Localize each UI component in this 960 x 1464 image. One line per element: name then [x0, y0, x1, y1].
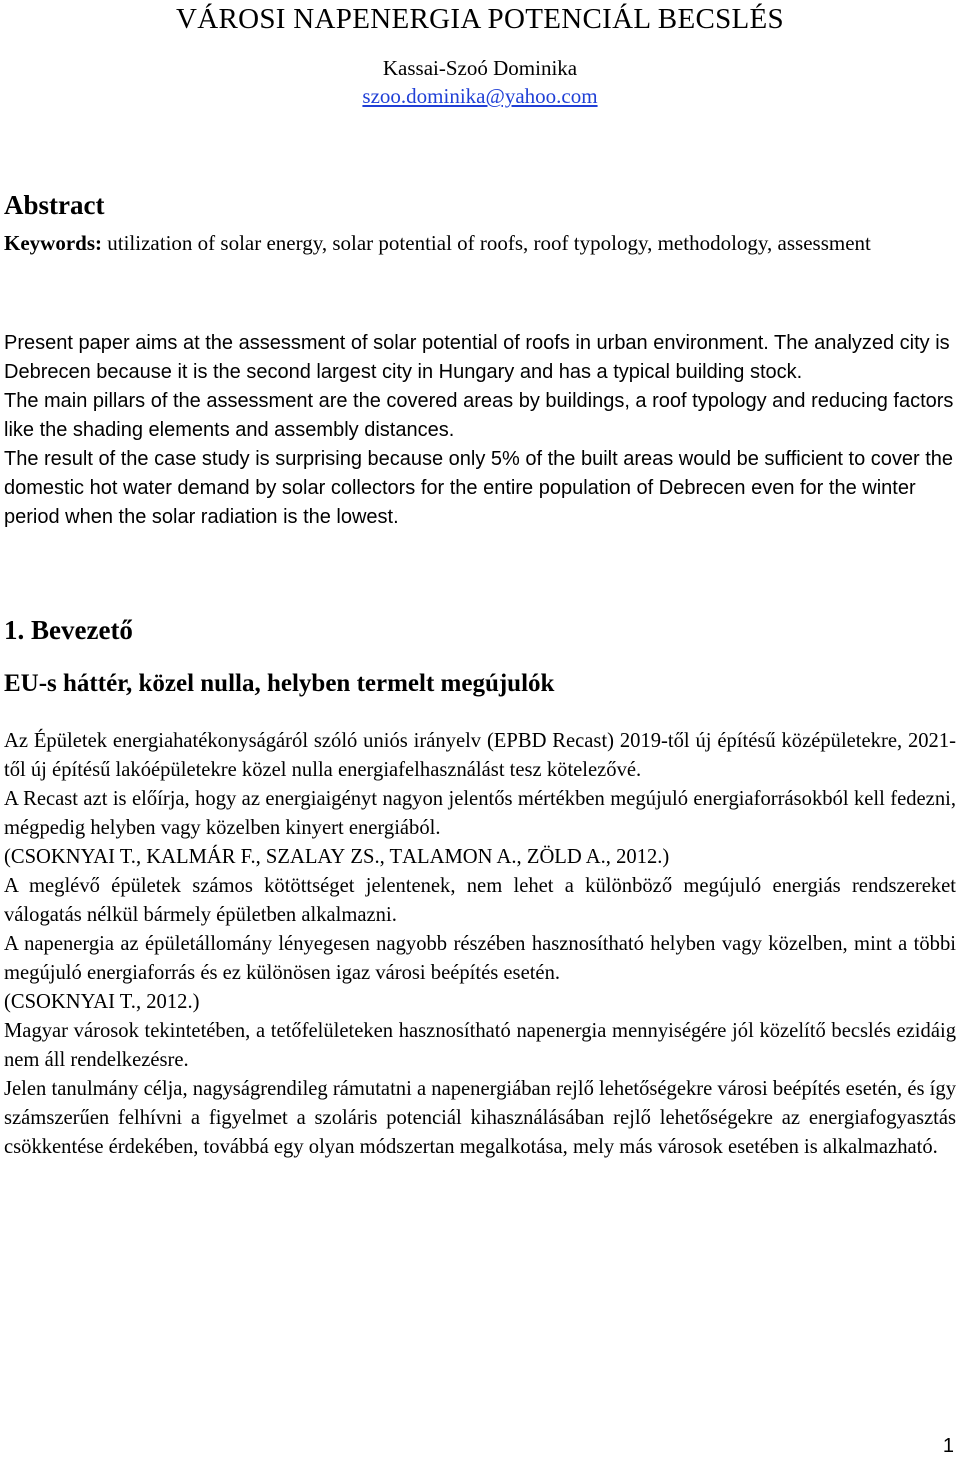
- section-heading: 1. Bevezető: [4, 615, 133, 645]
- abstract-heading: Abstract: [4, 190, 105, 220]
- body-paragraph: A meglévő épületek számos kötöttséget jelentenek, nem lehet a különböző megújuló energiás rendszereket válogatás nélkül bármely épületben alkalmazni.: [4, 875, 956, 926]
- citation: (CSOKNYAI T., 2012.): [4, 991, 200, 1013]
- abstract-paragraph: Present paper aims at the assessment of solar potential of roofs in urban environment. The analyzed city is Debrecen because it is the second largest city in Hungary and has a typical building stock.: [4, 332, 950, 383]
- email-link[interactable]: szoo.dominika@yahoo.com: [362, 84, 598, 108]
- page-number: 1: [942, 1435, 954, 1457]
- body-paragraph: Az Épületek energiahatékonyságáról szóló uniós irányelv (EPBD Recast) 2019-től új építésű középületekre, 2021-től új építésű lakóépületekre közel nulla energiafelhasználást tesz kötelezővé.: [4, 730, 956, 781]
- author-email: [0, 82, 960, 110]
- paper-title: VÁROSI NAPENERGIA POTENCIÁL BECSLÉS: [176, 3, 784, 35]
- citation: (CSOKNYAI T., KALMÁR F., SZALAY ZS., TALAMON A., ZÖLD A., 2012.): [4, 846, 670, 868]
- keywords-text: utilization of solar energy, solar potential of roofs, roof typology, methodology, assessment: [102, 231, 871, 255]
- abstract-body: [4, 329, 956, 532]
- body-paragraph: Magyar városok tekintetében, a tetőfelületeken hasznosítható napenergia mennyiségére jól közelítő becslés ezidáig nem áll rendelkezésre.: [4, 1020, 956, 1071]
- body-paragraph: A napenergia az épületállomány lényegesen nagyobb részében hasznosítható helyben vagy közelben, mint a többi megújuló energiaforrás és ez különösen igaz városi beépítés esetén.: [4, 933, 956, 984]
- keywords-label: Keywords:: [4, 231, 102, 255]
- body-paragraph: A Recast azt is előírja, hogy az energiaigényt nagyon jelentős mértékben megújuló energiaforrásokból kell fedezni, mégpedig helyben vagy közelben kinyert energiából.: [4, 788, 956, 839]
- abstract-paragraph: The main pillars of the assessment are the covered areas by buildings, a roof typology and reducing factors like the shading elements and assembly distances.: [4, 390, 954, 441]
- keywords-line: [4, 229, 956, 258]
- subsection-heading: EU-s háttér, közel nulla, helyben termelt megújulók: [4, 670, 555, 697]
- abstract-paragraph: The result of the case study is surprising because only 5% of the built areas would be sufficient to cover the domestic hot water demand by solar collectors for the entire population of Debrecen even for the winter period when the solar radiation is the lowest.: [4, 448, 954, 528]
- body-paragraph: Jelen tanulmány célja, nagyságrendileg rámutatni a napenergiában rejlő lehetőségekre városi beépítés esetén, és így számszerűen felhívni a figyelmet a szoláris potenciál kihasználásában rejlő lehetőségekre az energiafogyasztás csökkentése érdekében, továbbá egy olyan módszertan megalkotása, mely más városok esetében is alkalmazható.: [4, 1078, 956, 1158]
- section-body: [4, 727, 956, 1162]
- author-name: Kassai-Szoó Dominika: [382, 56, 578, 80]
